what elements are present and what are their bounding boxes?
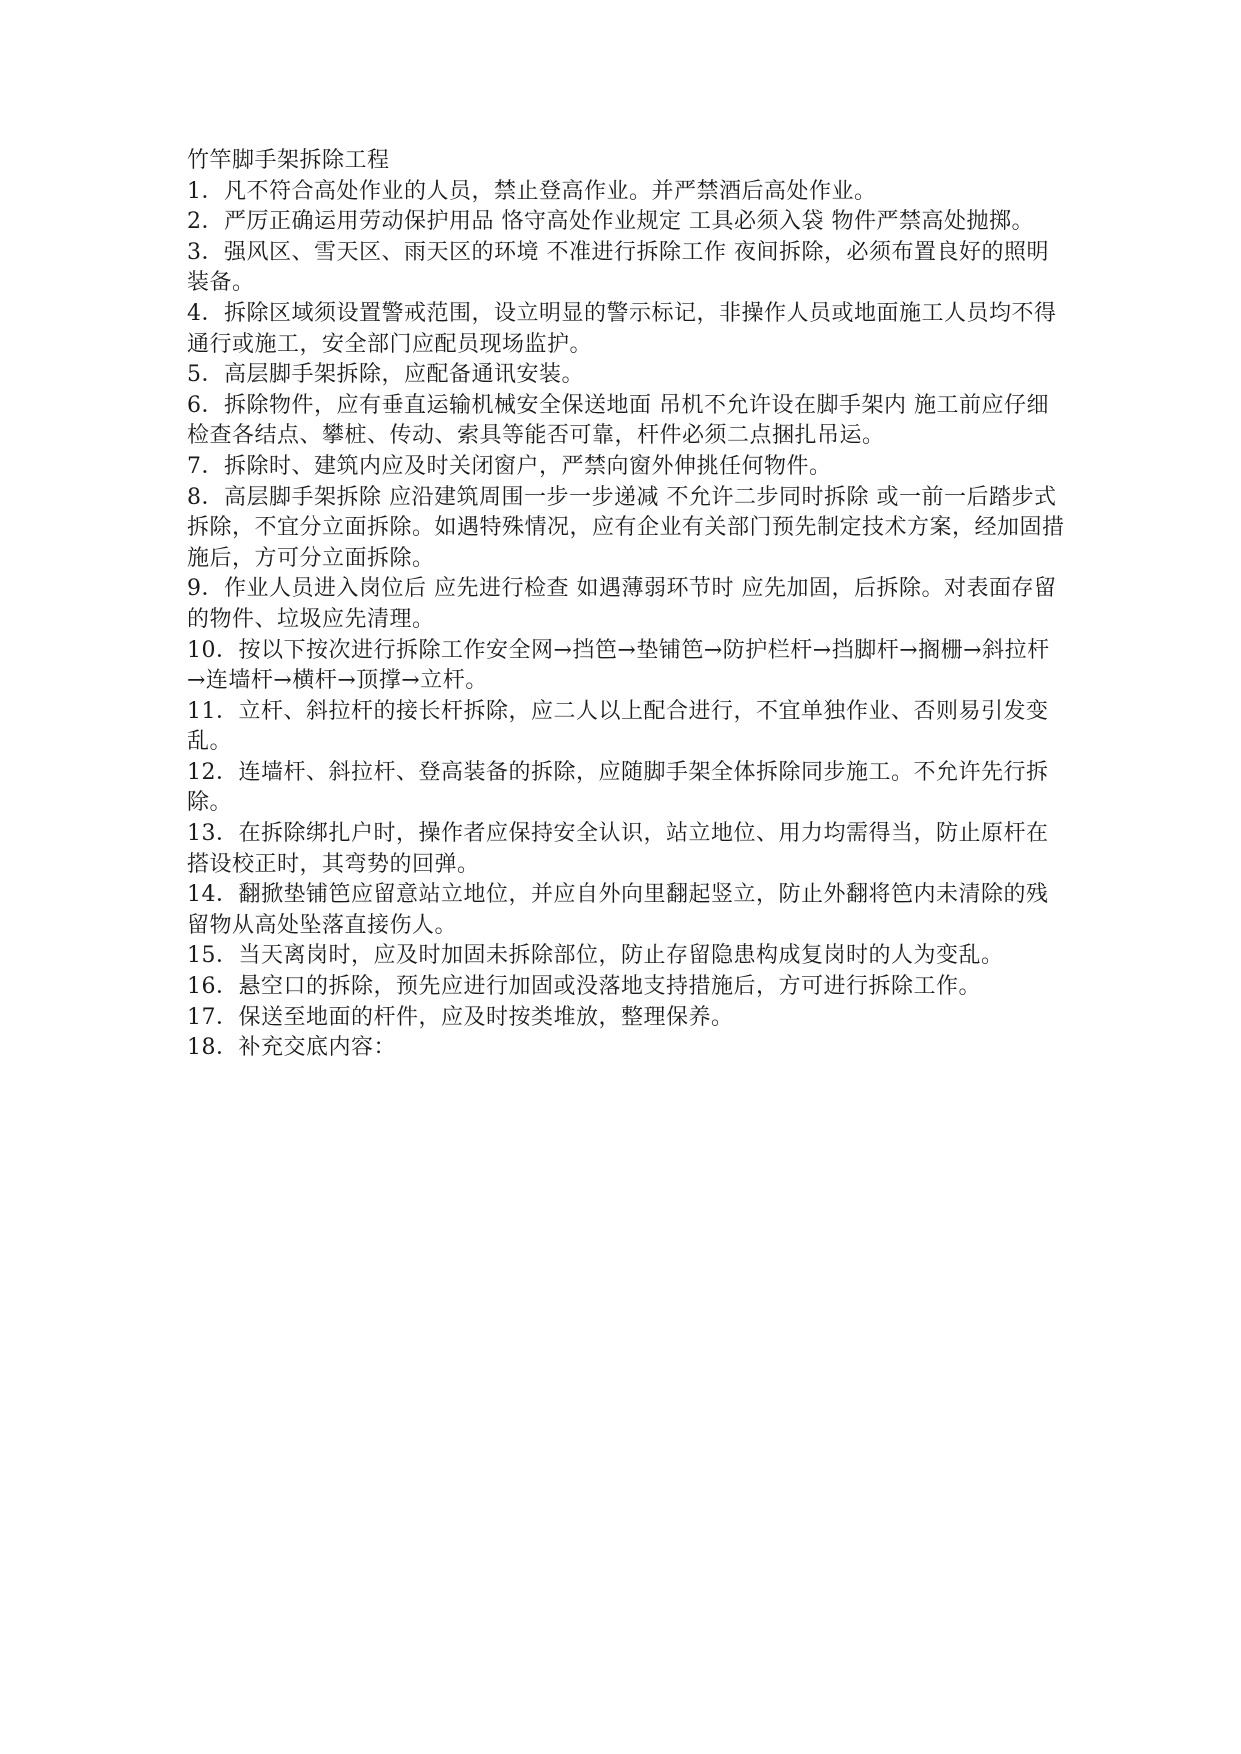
clause-3: 3．强风区、雪天区、雨天区的环境 不准进行拆除工作 夜间拆除，必须布置良好的照明装备。 (187, 239, 1049, 296)
clause-11: 11．立杆、斜拉杆的接长杆拆除，应二人以上配合进行，不宜单独作业、否则易引发变乱。 (187, 698, 1049, 755)
clause-5: 5．高层脚手架拆除，应配备通讯安装。 (187, 362, 584, 388)
document-title: 竹竿脚手架拆除工程 (187, 148, 390, 173)
clause-17: 17．保送至地面的杆件，应及时按类堆放，整理保养。 (187, 1004, 734, 1030)
clause-15: 15．当天离岗时，应及时加固未拆除部位，防止存留隐患构成复岗时的人为变乱。 (187, 943, 1004, 969)
clause-16: 16．悬空口的拆除，预先应进行加固或没落地支持措施后，方可进行拆除工作。 (187, 974, 981, 1000)
clause-6: 6．拆除物件，应有垂直运输机械安全保送地面 吊机不允许设在脚手架内 施工前应仔细检查各结点、攀桩、传动、索具等能否可靠，杆件必须二点捆扎吊运。 (187, 392, 1049, 449)
clause-18: 18．补充交底内容： (187, 1035, 396, 1061)
clause-4: 4．拆除区域须设置警戒范围，设立明显的警示标记，非操作人员或地面施工人员均不得通行或施工，安全部门应配员现场监护。 (187, 300, 1057, 357)
clause-1: 1．凡不符合高处作业的人员，禁止登高作业。并严禁酒后高处作业。 (187, 178, 877, 204)
clause-12: 12．连墙杆、斜拉杆、登高装备的拆除，应随脚手架全体拆除同步施工。不允许先行拆除。 (187, 759, 1049, 816)
clause-2: 2．严厉正确运用劳动保护用品 恪守高处作业规定 工具必须入袋 物件严禁高处抛掷。 (187, 209, 1034, 235)
clause-7: 7．拆除时、建筑内应及时关闭窗户，严禁向窗外伸挑任何物件。 (187, 453, 832, 479)
document-body (187, 146, 1067, 1064)
clause-8: 8．高层脚手架拆除 应沿建筑周围一步一步递减 不允许二步同时拆除 或一前一后踏步式拆除，不宜分立面拆除。如遇特殊情况，应有企业有关部门预先制定技术方案，经加固措施后，方可分立面拆除。 (187, 484, 1065, 571)
clause-10: 10．按以下按次进行拆除工作安全网→挡笆→垫铺笆→防护栏杆→挡脚杆→搁栅→斜拉杆→连墙杆→横杆→顶撑→立杆。 (187, 637, 1050, 694)
clause-14: 14．翻掀垫铺笆应留意站立地位，并应自外向里翻起竖立，防止外翻将笆内未清除的残留物从高处坠落直接伤人。 (187, 882, 1049, 938)
clause-13: 13．在拆除绑扎户时，操作者应保持安全认识，站立地位、用力均需得当，防止原杆在搭设校正时，其弯势的回弹。 (187, 821, 1049, 877)
clause-9: 9．作业人员进入岗位后 应先进行检查 如遇薄弱环节时 应先加固，后拆除。对表面存留的物件、垃圾应先清理。 (187, 576, 1057, 632)
